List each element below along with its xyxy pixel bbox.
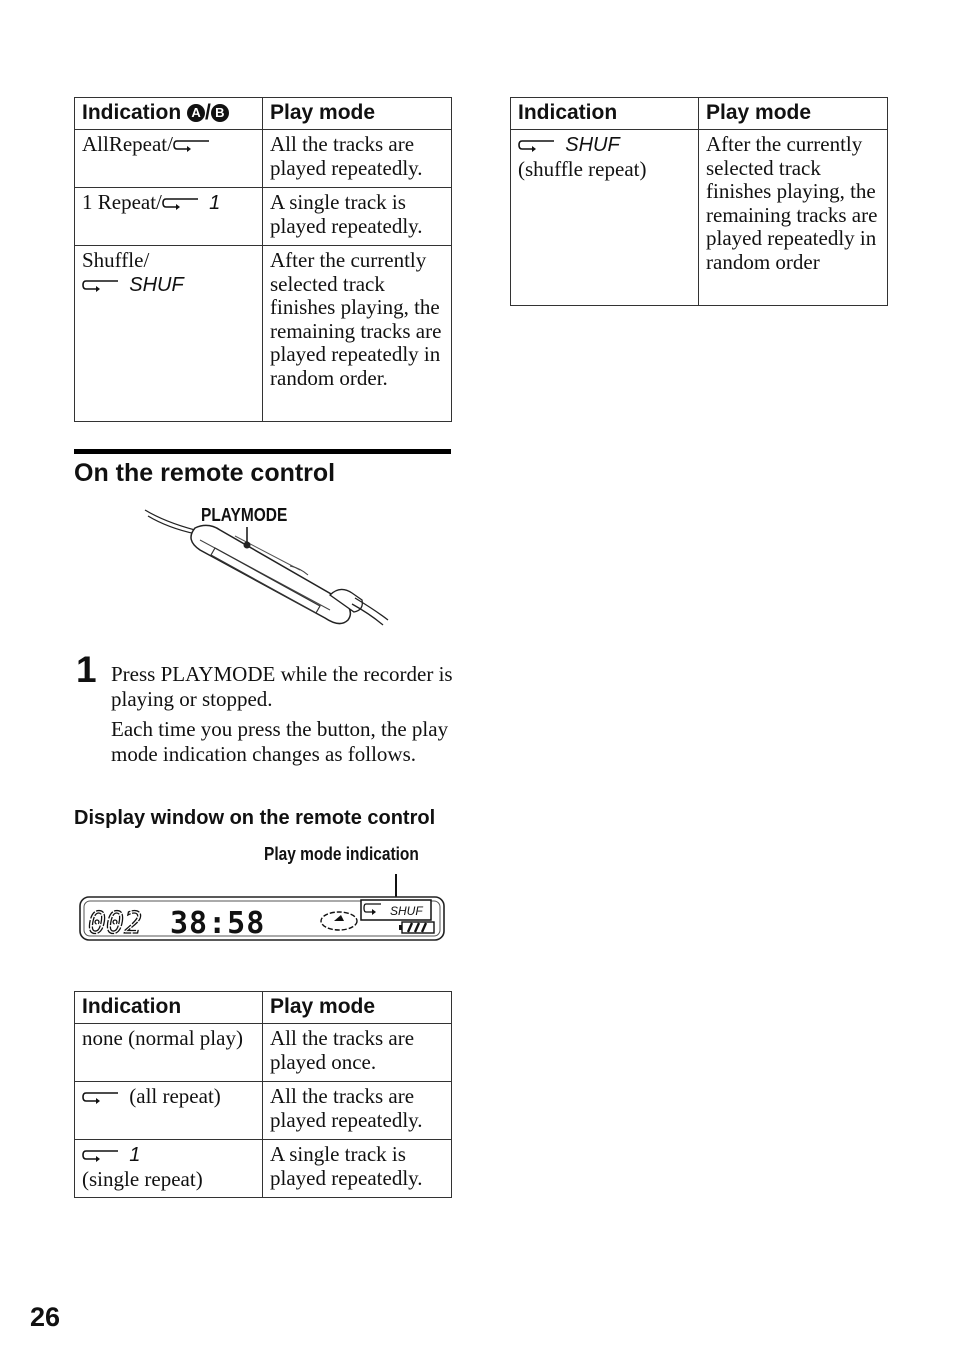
lcd-display-illustration <box>76 872 448 950</box>
indication-header: Indication A / B <box>75 98 263 130</box>
table-row <box>511 130 888 306</box>
indication-header: Indication <box>75 992 263 1024</box>
table-row <box>75 246 452 422</box>
lcd-shuf-indicator: SHUF <box>390 904 423 918</box>
display-heading: Display window on the remote control <box>74 807 436 829</box>
table-row <box>75 1082 452 1140</box>
section-title: On the remote control <box>74 459 336 487</box>
step-instruction: Press PLAYMODE while the recorder is playing or stopped. <box>111 662 453 711</box>
repeat-icon <box>82 1149 120 1163</box>
mode-cell: A single track is played repeatedly. <box>263 188 452 246</box>
play-mode-header: Play mode <box>263 992 452 1024</box>
step-number: 1 <box>76 649 97 690</box>
badge-a-icon: A <box>187 104 205 122</box>
table-row <box>75 188 452 246</box>
lcd-time: 38:58 <box>170 906 266 941</box>
page-number: 26 <box>30 1302 61 1332</box>
play-mode-indication-callout: Play mode indication <box>264 844 419 864</box>
indication-header: Indication <box>511 98 699 130</box>
remote-control-illustration <box>140 500 400 635</box>
play-mode-header: Play mode <box>263 98 452 130</box>
repeat-icon <box>82 1091 120 1105</box>
badge-b-icon: B <box>211 104 229 122</box>
indication-cell: (all repeat) <box>75 1082 263 1140</box>
repeat-icon <box>518 139 556 153</box>
repeat-icon <box>82 279 120 293</box>
table-row <box>75 1140 452 1198</box>
playmode-callout: PLAYMODE <box>201 505 288 525</box>
play-mode-table-recorder <box>74 97 452 422</box>
table-header-row <box>75 98 452 130</box>
indication-cell: AllRepeat/ <box>75 130 263 188</box>
play-mode-table-remote <box>74 991 452 1198</box>
section-rule <box>74 449 451 454</box>
repeat-icon <box>162 197 200 211</box>
indication-cell: Shuffle/ SHUF <box>75 246 263 422</box>
mode-cell: A single track is played repeatedly. <box>263 1140 452 1198</box>
table-row <box>75 130 452 188</box>
mode-cell: All the tracks are played repeatedly. <box>263 130 452 188</box>
indication-cell: none (normal play) <box>75 1024 263 1082</box>
play-mode-table-shuffle <box>510 97 888 306</box>
repeat-icon <box>173 139 211 153</box>
step-explanation: Each time you press the button, the play mode indication changes as follows. <box>111 717 449 766</box>
mode-cell: All the tracks are played once. <box>263 1024 452 1082</box>
lcd-track-number: 002 <box>88 906 143 941</box>
table-header-row <box>75 992 452 1024</box>
mode-cell: After the currently selected track finishes playing, the remaining tracks are played repeatedly in random order. <box>263 246 452 422</box>
table-header-row <box>511 98 888 130</box>
indication-cell: 1 (single repeat) <box>75 1140 263 1198</box>
indication-cell: 1 Repeat/ 1 <box>75 188 263 246</box>
indication-cell: SHUF (shuffle repeat) <box>511 130 699 306</box>
mode-cell: All the tracks are played repeatedly. <box>263 1082 452 1140</box>
table-row <box>75 1024 452 1082</box>
mode-cell: After the currently selected track finishes playing, the remaining tracks are played repeatedly in random order <box>699 130 888 306</box>
play-mode-header: Play mode <box>699 98 888 130</box>
